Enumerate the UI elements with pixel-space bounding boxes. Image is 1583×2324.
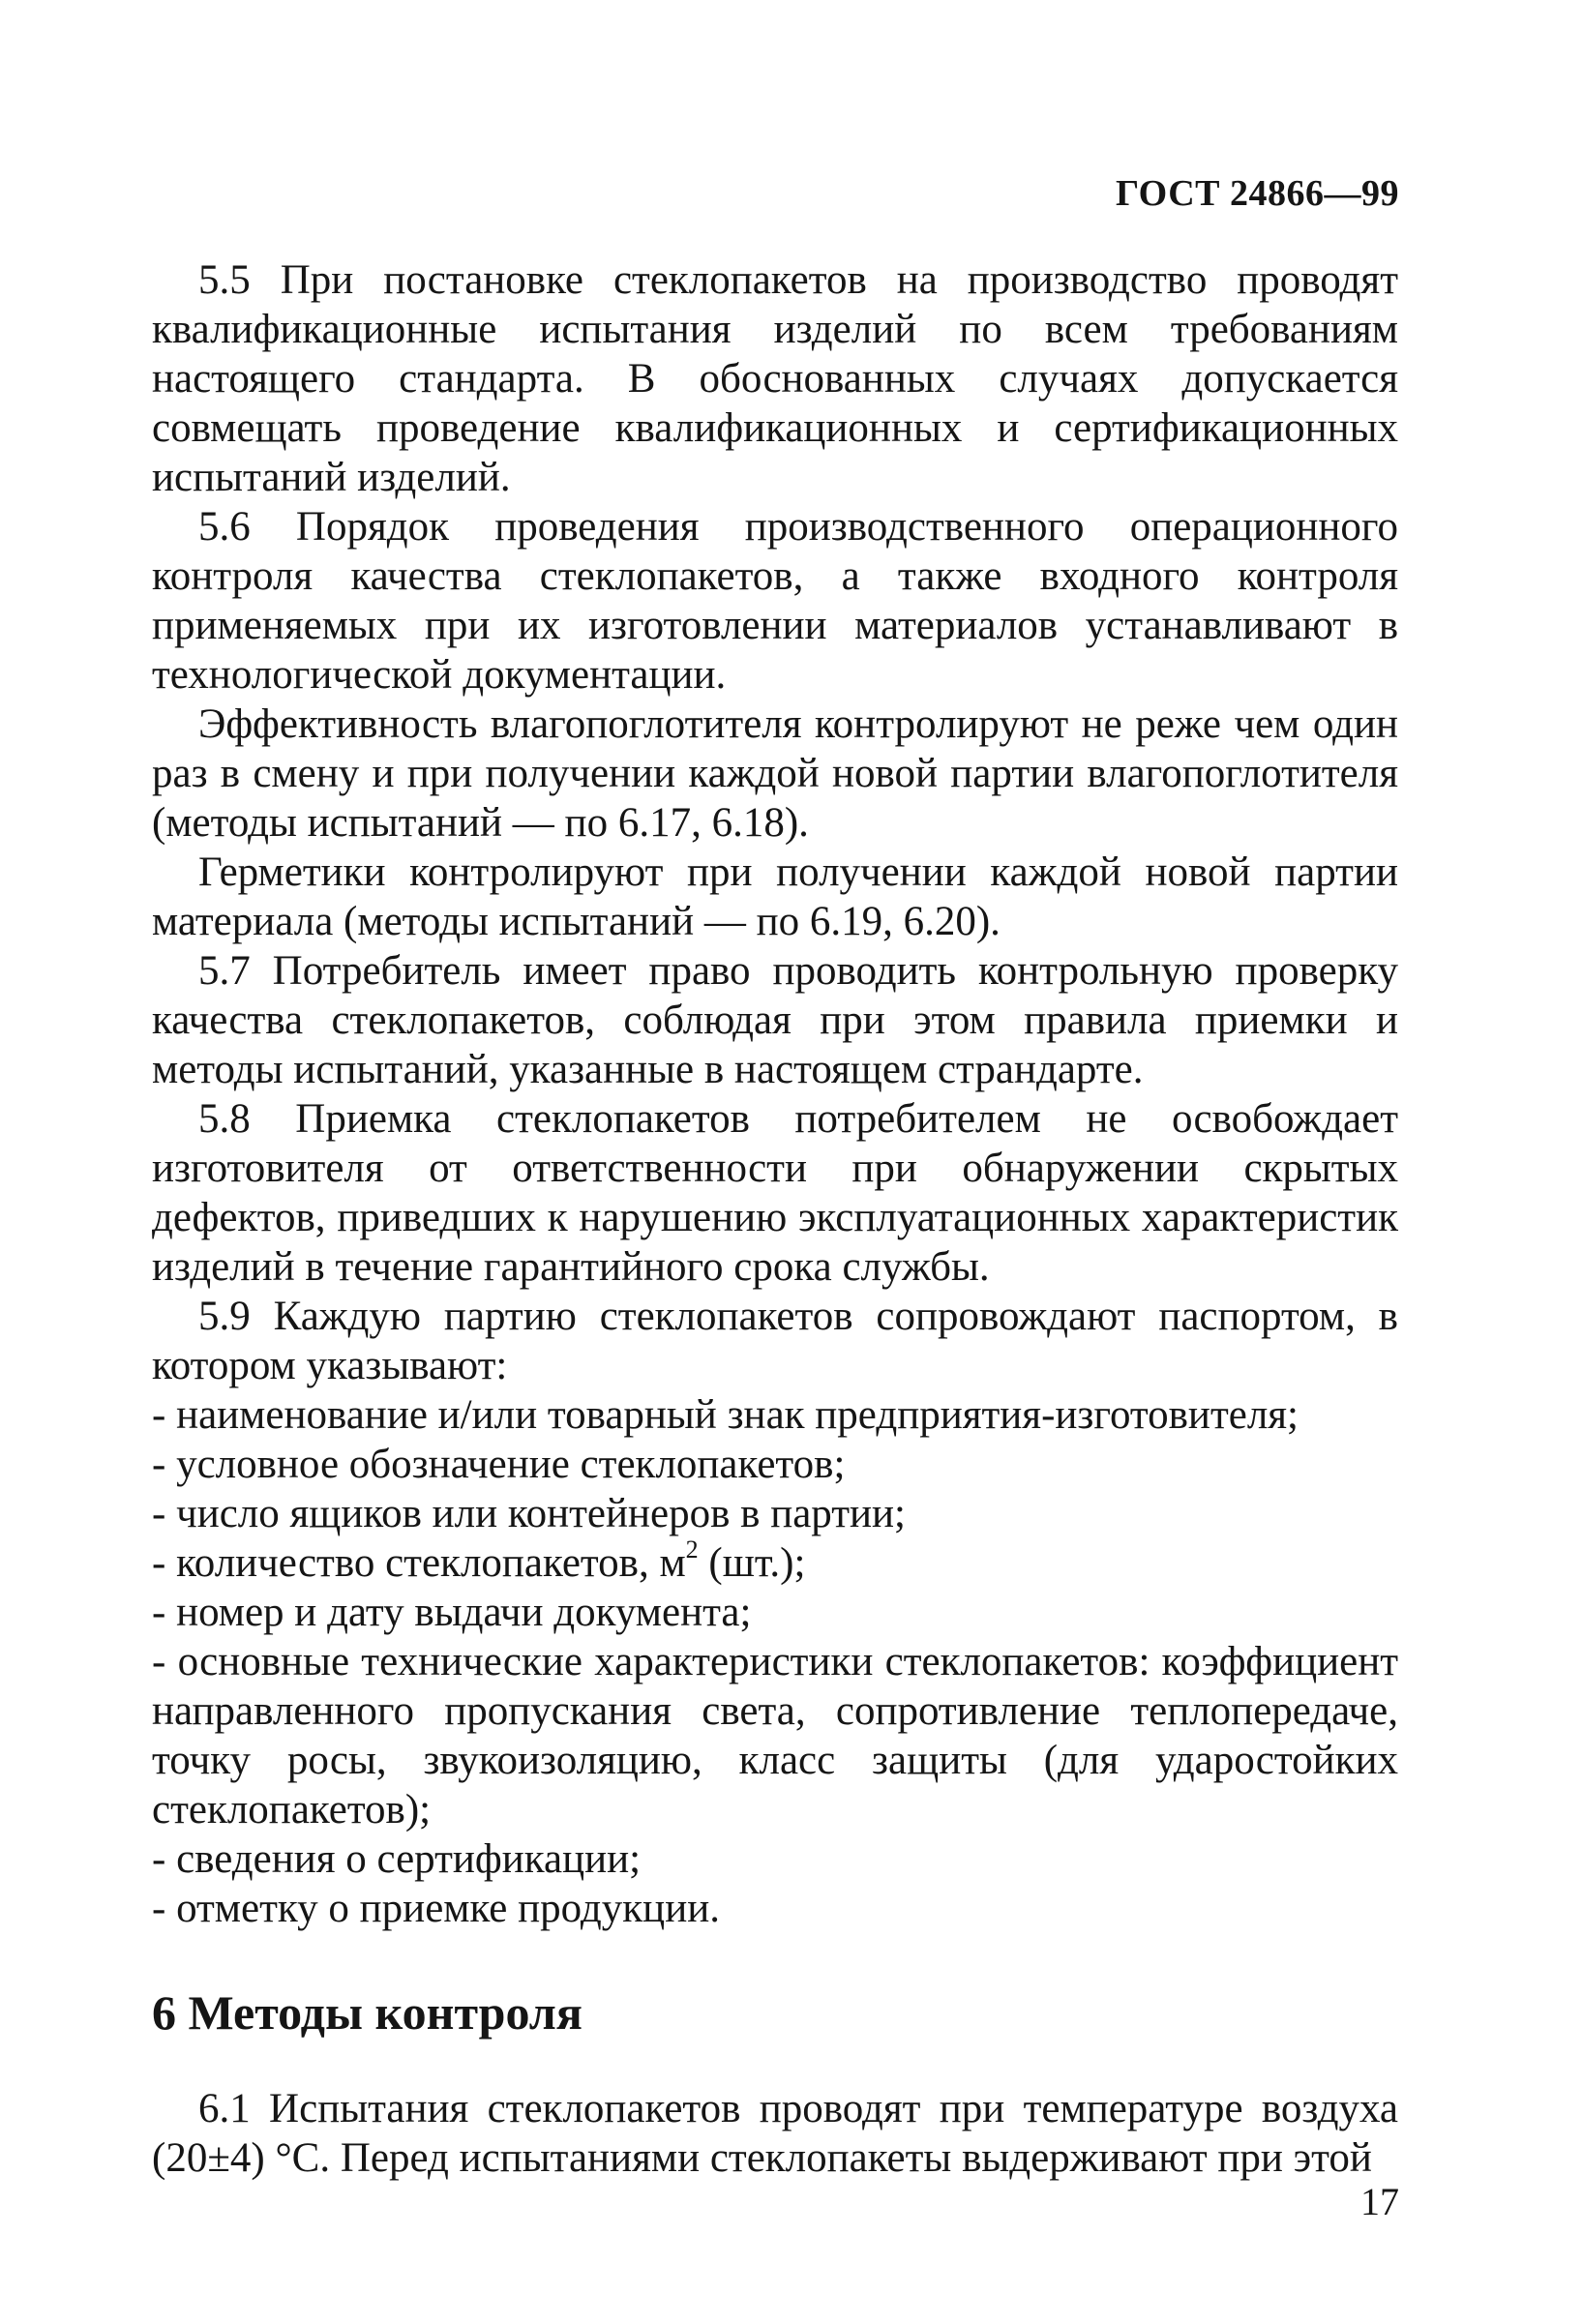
paragraph-5-5-text: 5.5 При постановке стеклопакетов на производство проводят квалификационные испытания изделий по всем требованиям настоящего стандарта. В обоснованных случаях допускается совмещать проведение квалификационных и сертификационных испытаний изделий.: [152, 257, 1398, 500]
paragraph-5-6-text: 5.6 Порядок проведения производственного операционного контроля качества стеклопакетов, а также входного контроля применяемых при их изготовлении материалов устанавливают в технологической документации.: [152, 504, 1398, 698]
superscript-two: 2: [685, 1534, 699, 1564]
document-code-header: ГОСТ 24866—99: [1115, 173, 1399, 214]
paragraph-desiccant-text: Эффективность влагопоглотителя контролируют не реже чем один раз в смену и при получении каждой новой партии влагопоглотителя (методы испытаний — по 6.17, 6.18).: [152, 701, 1398, 846]
paragraph-desiccant: [152, 700, 1398, 848]
paragraph-5-6: [152, 502, 1398, 700]
paragraph-6-1: [152, 2084, 1398, 2183]
list-item-quantity-unit: (шт.);: [698, 1540, 806, 1586]
paragraph-6-1-text: 6.1 Испытания стеклопакетов проводят при температуре воздуха (20±4) °С. Перед испытаниями стеклопакеты выдерживают при этой: [152, 2086, 1398, 2181]
list-item-boxes: - число ящиков или контейнеров в партии;: [152, 1491, 906, 1536]
list-item: [152, 1637, 1398, 1834]
section-6-heading: 6 Методы контроля: [152, 1985, 582, 2040]
list-item-document-number: - номер и дату выдачи документа;: [152, 1590, 752, 1635]
list-item-quantity: - количество стеклопакетов, м: [152, 1540, 686, 1586]
list-item-acceptance: - отметку о приемке продукции.: [152, 1886, 720, 1931]
list-item: [152, 1390, 1398, 1440]
paragraph-5-9-text: 5.9 Каждую партию стеклопакетов сопровождают паспортом, в котором указывают:: [152, 1294, 1398, 1388]
list-item: [152, 1884, 1398, 1933]
paragraph-sealants: [152, 848, 1398, 946]
paragraph-5-8: [152, 1094, 1398, 1292]
paragraph-5-8-text: 5.8 Приемка стеклопакетов потребителем не освобождает изготовителя от ответственности при обнаружении скрытых дефектов, приведших к нарушению эксплуатационных характеристик изделий в течение гарантийного срока службы.: [152, 1096, 1398, 1290]
list-item: [152, 1534, 1398, 1588]
list-item: [152, 1489, 1398, 1538]
page-body: [152, 255, 1398, 2183]
list-item-manufacturer: - наименование и/или товарный знак предприятия-изготовителя;: [152, 1392, 1299, 1438]
paragraph-5-7-text: 5.7 Потребитель имеет право проводить контрольную проверку качества стеклопакетов, соблюдая при этом правила приемки и методы испытаний, указанные в настоящем страндарте.: [152, 948, 1398, 1092]
list-item-characteristics: - основные технические характеристики стеклопакетов: коэффициент направленного пропускания света, сопротивление теплопередаче, точку росы, звукоизоляцию, класс защиты (для ударостойких стеклопакетов);: [152, 1639, 1398, 1832]
paragraph-5-9: [152, 1292, 1398, 1390]
page-number: 17: [1360, 2180, 1399, 2223]
list-item-certification: - сведения о сертификации;: [152, 1836, 642, 1882]
paragraph-sealants-text: Герметики контролируют при получении каждой новой партии материала (методы испытаний — по 6.19, 6.20).: [152, 849, 1398, 944]
list-item: [152, 1588, 1398, 1637]
passport-contents-list: [152, 1390, 1398, 1933]
list-item: [152, 1440, 1398, 1489]
list-item-designation: - условное обозначение стеклопакетов;: [152, 1442, 846, 1487]
list-item: [152, 1834, 1398, 1884]
paragraph-5-5: [152, 255, 1398, 502]
paragraph-5-7: [152, 946, 1398, 1094]
